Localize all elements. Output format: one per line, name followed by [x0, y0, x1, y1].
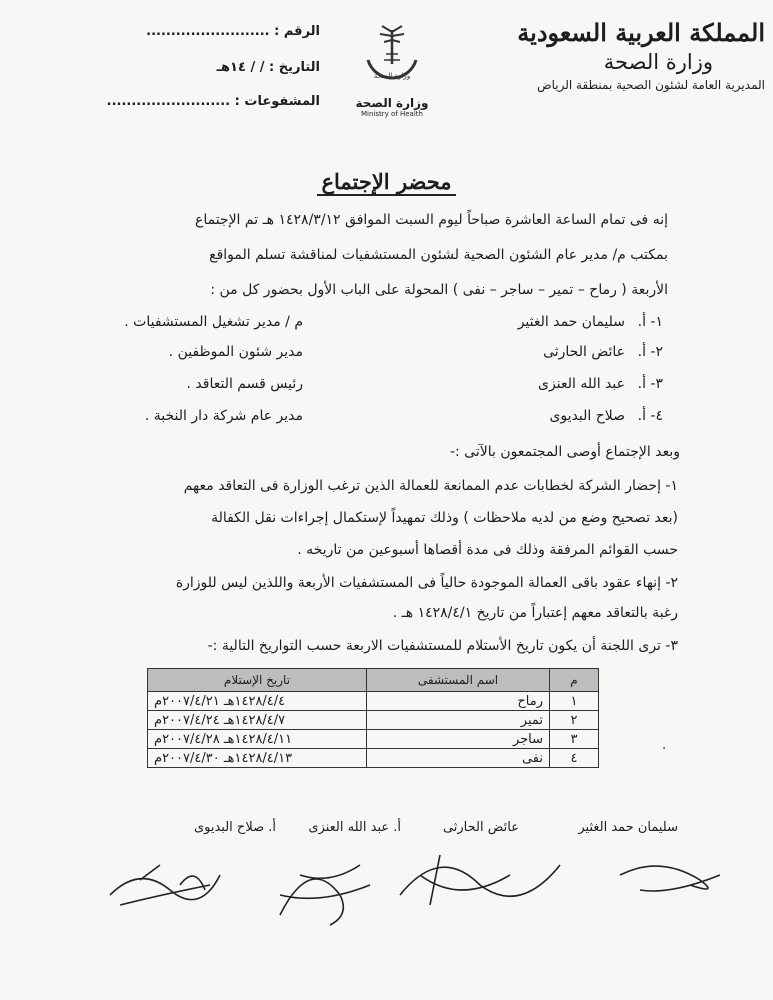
item-2-line-1: ٢- إنهاء عقود باقى العمالة الموجودة حالياً فى المستشفيات الأربعة واللذين ليس للوزارة: [175, 575, 678, 591]
date-label: التاريخ :: [269, 60, 320, 75]
attendee-3-num: ٣- أ.: [637, 376, 663, 392]
signatory-name-1: سليمان حمد الغثير: [578, 820, 678, 835]
attendee-4-role: مدير عام شركة دار النخبة .: [144, 408, 303, 424]
col-header-date: تاريخ الإستلام: [148, 669, 367, 692]
ref-label: الرقم :: [274, 24, 320, 39]
attendee-1-num: ١- أ.: [637, 314, 663, 330]
hospital-name: رماح: [367, 692, 550, 711]
col-header-number: م: [550, 669, 599, 692]
handover-date: ١٤٢٨/٤/١١هـ ٢٠٠٧/٤/٢٨م: [148, 730, 367, 749]
attendee-3-role: رئيس قسم التعاقد .: [186, 376, 303, 392]
directorate-name: المديرية العامة لشئون الصحية بمنطقة الرياض: [537, 78, 765, 92]
attachments-field: المشفوعات : .........................: [106, 94, 320, 109]
signatory-name-4: أ. صلاح البديوى: [193, 820, 276, 835]
hospital-name: نفى: [367, 749, 550, 768]
intro-line-1: إنه فى تمام الساعة العاشرة صباحاً ليوم السبت الموافق ١٤٢٨/٣/١٢ هـ تم الإجتماع: [194, 212, 668, 228]
handover-date: ١٤٢٨/٤/١٣هـ ٢٠٠٧/٤/٣٠م: [148, 749, 367, 768]
signatory-name-2: عائض الحارثى: [442, 820, 519, 835]
attendee-2-name: عائض الحارثى: [543, 344, 625, 360]
ministry-name: وزارة الصحة: [603, 50, 713, 74]
attendee-2-num: ٢- أ.: [637, 344, 663, 360]
date-value: / / ١٤هـ: [216, 60, 265, 75]
item-1-line-2: (بعد تصحيح وضع من لديه ملاحظات ) وذلك تمهيداً لإستكمال إجراءات نقل الكفالة: [211, 510, 678, 526]
handwritten-signatures: [100, 835, 740, 945]
row-number: ٢: [550, 711, 599, 730]
attendee-4-num: ٤- أ.: [637, 408, 663, 424]
logo-arabic-text: وزارة الصحة: [355, 96, 429, 110]
table-row: [148, 711, 599, 730]
hospital-name: تمير: [367, 711, 550, 730]
item-3-line-1: ٣- ترى اللجنة أن يكون تاريخ الأستلام للمستشفيات الاربعة حسب التواريخ التالية :-: [207, 638, 678, 654]
ministry-logo: [354, 20, 430, 124]
logo-english-text: Ministry of Health: [361, 110, 423, 118]
svg-text:وزارة الصحة: وزارة الصحة: [373, 72, 411, 80]
intro-line-3: الأربعة ( رماح – تمير – ساجر – نفى ) المحولة على الباب الأول بحضور كل من :: [210, 282, 668, 298]
handover-date: ١٤٢٨/٤/٧هـ ٢٠٠٧/٤/٢٤م: [148, 711, 367, 730]
attendee-1-role: م / مدير تشغيل المستشفيات .: [124, 314, 303, 330]
signatory-name-3: أ. عبد الله العنزى: [308, 820, 401, 835]
recommendations-intro: وبعد الإجتماع أوصى المجتمعون بالآتى :-: [449, 444, 680, 460]
document-title: محضر الإجتماع: [0, 169, 773, 194]
table-row: [148, 692, 599, 711]
attendee-1-name: سليمان حمد الغثير: [517, 314, 625, 330]
table-header-row: [148, 669, 599, 692]
table-row: [148, 730, 599, 749]
kingdom-name: المملكة العربية السعودية: [517, 18, 765, 47]
side-mark: .: [662, 738, 667, 753]
row-number: ١: [550, 692, 599, 711]
letterhead-right: [465, 18, 765, 94]
handover-date: ١٤٢٨/٤/٤هـ ٢٠٠٧/٤/٢١م: [148, 692, 367, 711]
hospital-name: ساجر: [367, 730, 550, 749]
col-header-hospital: اسم المستشفى: [367, 669, 550, 692]
item-2-line-2: رغبة بالتعاقد معهم إعتباراً من تاريخ ١٤٢٨/٤/١ هـ .: [392, 605, 678, 621]
row-number: ٣: [550, 730, 599, 749]
crescent-palm-logo-icon: [354, 20, 430, 92]
reference-field: الرقم : .........................: [146, 24, 320, 39]
date-field: [90, 60, 320, 78]
table-row: [148, 749, 599, 768]
attachments-label: المشفوعات :: [234, 94, 320, 109]
item-1-line-3: حسب القوائم المرفقة وذلك فى مدة أقصاها أسبوعين من تاريخه .: [297, 542, 678, 558]
attendee-3-name: عبد الله العنزى: [538, 376, 625, 392]
intro-line-2: بمكتب م/ مدير عام الشئون الصحية لشئون المستشفيات لمناقشة تسلم المواقع: [209, 247, 668, 263]
item-1-line-1: ١- إحضار الشركة لخطابات عدم الممانعة للعمالة الذين ترغب الوزارة فى التعاقد معهم: [183, 478, 678, 494]
handover-schedule-table: [147, 668, 599, 768]
attendee-4-name: صلاح البديوى: [549, 408, 625, 424]
attendee-2-role: مدير شئون الموظفين .: [168, 344, 303, 360]
row-number: ٤: [550, 749, 599, 768]
